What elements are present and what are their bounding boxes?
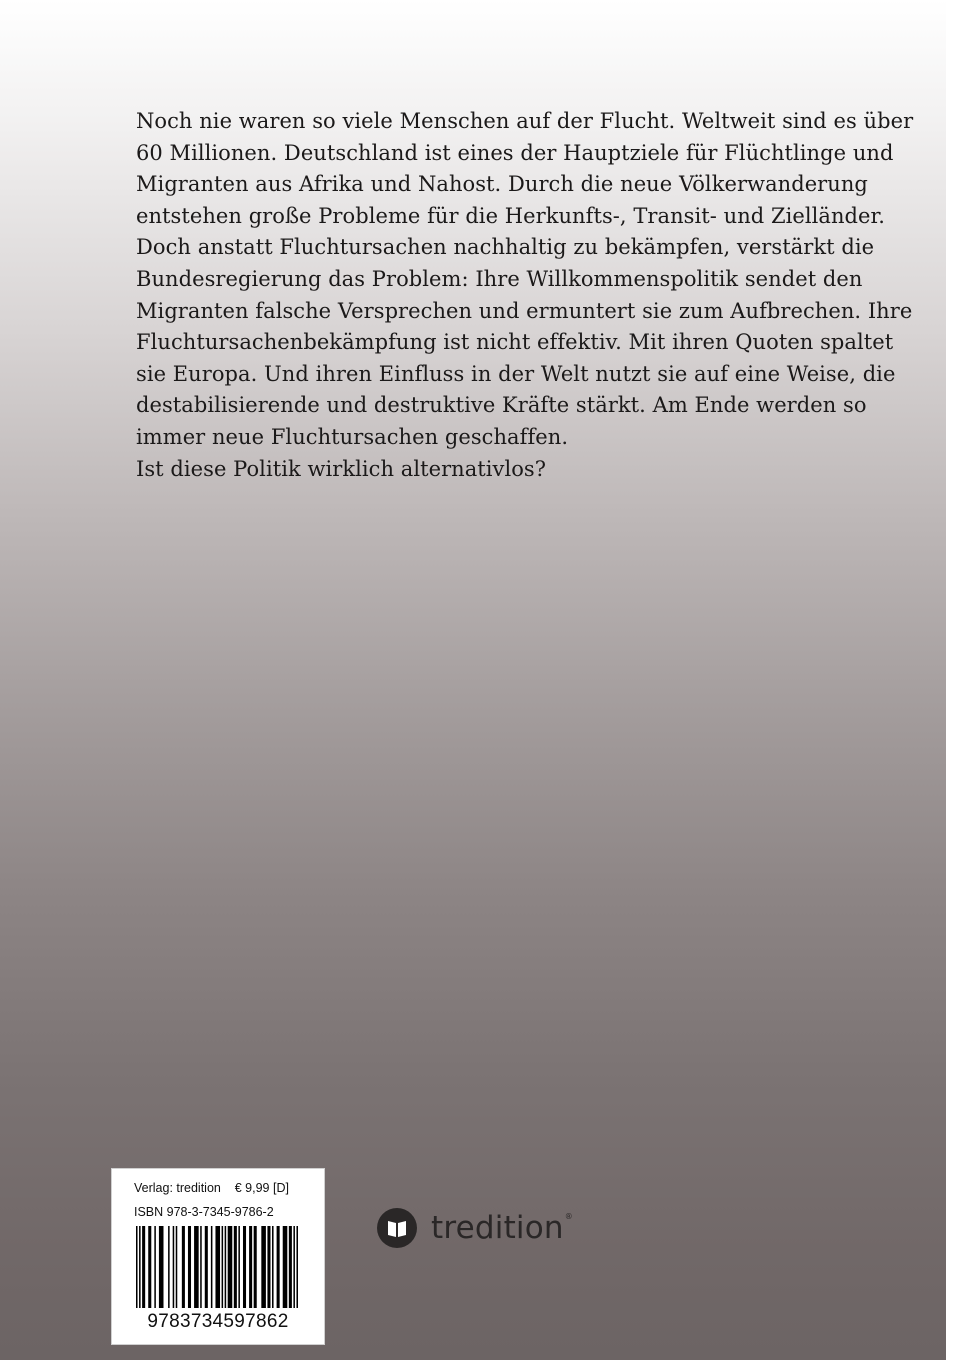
registered-mark: ®	[564, 1211, 573, 1221]
blurb-text	[136, 106, 914, 485]
blurb-line: destabilisierende und destruktive Kräfte stärkt. Am Ende werden so	[136, 393, 867, 418]
publisher-name: tredition	[431, 1210, 564, 1246]
blurb-line: Fluchtursachenbekämpfung ist nicht effektiv. Mit ihren Quoten spaltet	[136, 330, 894, 355]
isbn-label: ISBN 978-3-7345-9786-2	[134, 1205, 274, 1219]
blurb-line: Migranten aus Afrika und Nahost. Durch die neue Völkerwanderung	[136, 172, 868, 197]
publisher-price-label: Verlag: tredition € 9,99 [D]	[134, 1181, 289, 1195]
blurb-line: Bundesregierung das Problem: Ihre Willkommenspolitik sendet den	[136, 266, 863, 291]
book-in-circle-icon	[377, 1208, 417, 1248]
blurb-line: Doch anstatt Fluchtursachen nachhaltig zu bekämpfen, verstärkt die	[136, 235, 875, 260]
isbn-barcode-box	[111, 1168, 325, 1345]
blurb-line: 60 Millionen. Deutschland ist eines der Hauptziele für Flüchtlinge und	[136, 140, 894, 165]
blurb-line: Ist diese Politik wirklich alternativlos?	[136, 456, 547, 481]
barcode	[136, 1226, 298, 1308]
blurb-line: entstehen große Probleme für die Herkunfts-, Transit- und Zielländer.	[136, 203, 886, 228]
blurb-line: Migranten falsche Versprechen und ermuntert sie zum Aufbrechen. Ihre	[136, 298, 913, 323]
publisher-logo	[377, 1206, 573, 1250]
blurb-line: Noch nie waren so viele Menschen auf der Flucht. Weltweit sind es über	[136, 109, 914, 133]
blurb-line: immer neue Fluchtursachen geschaffen.	[136, 424, 569, 449]
ean-number: 9783734597862	[147, 1311, 289, 1332]
blurb-line: sie Europa. Und ihren Einfluss in der Welt nutzt sie auf eine Weise, die	[136, 361, 896, 386]
